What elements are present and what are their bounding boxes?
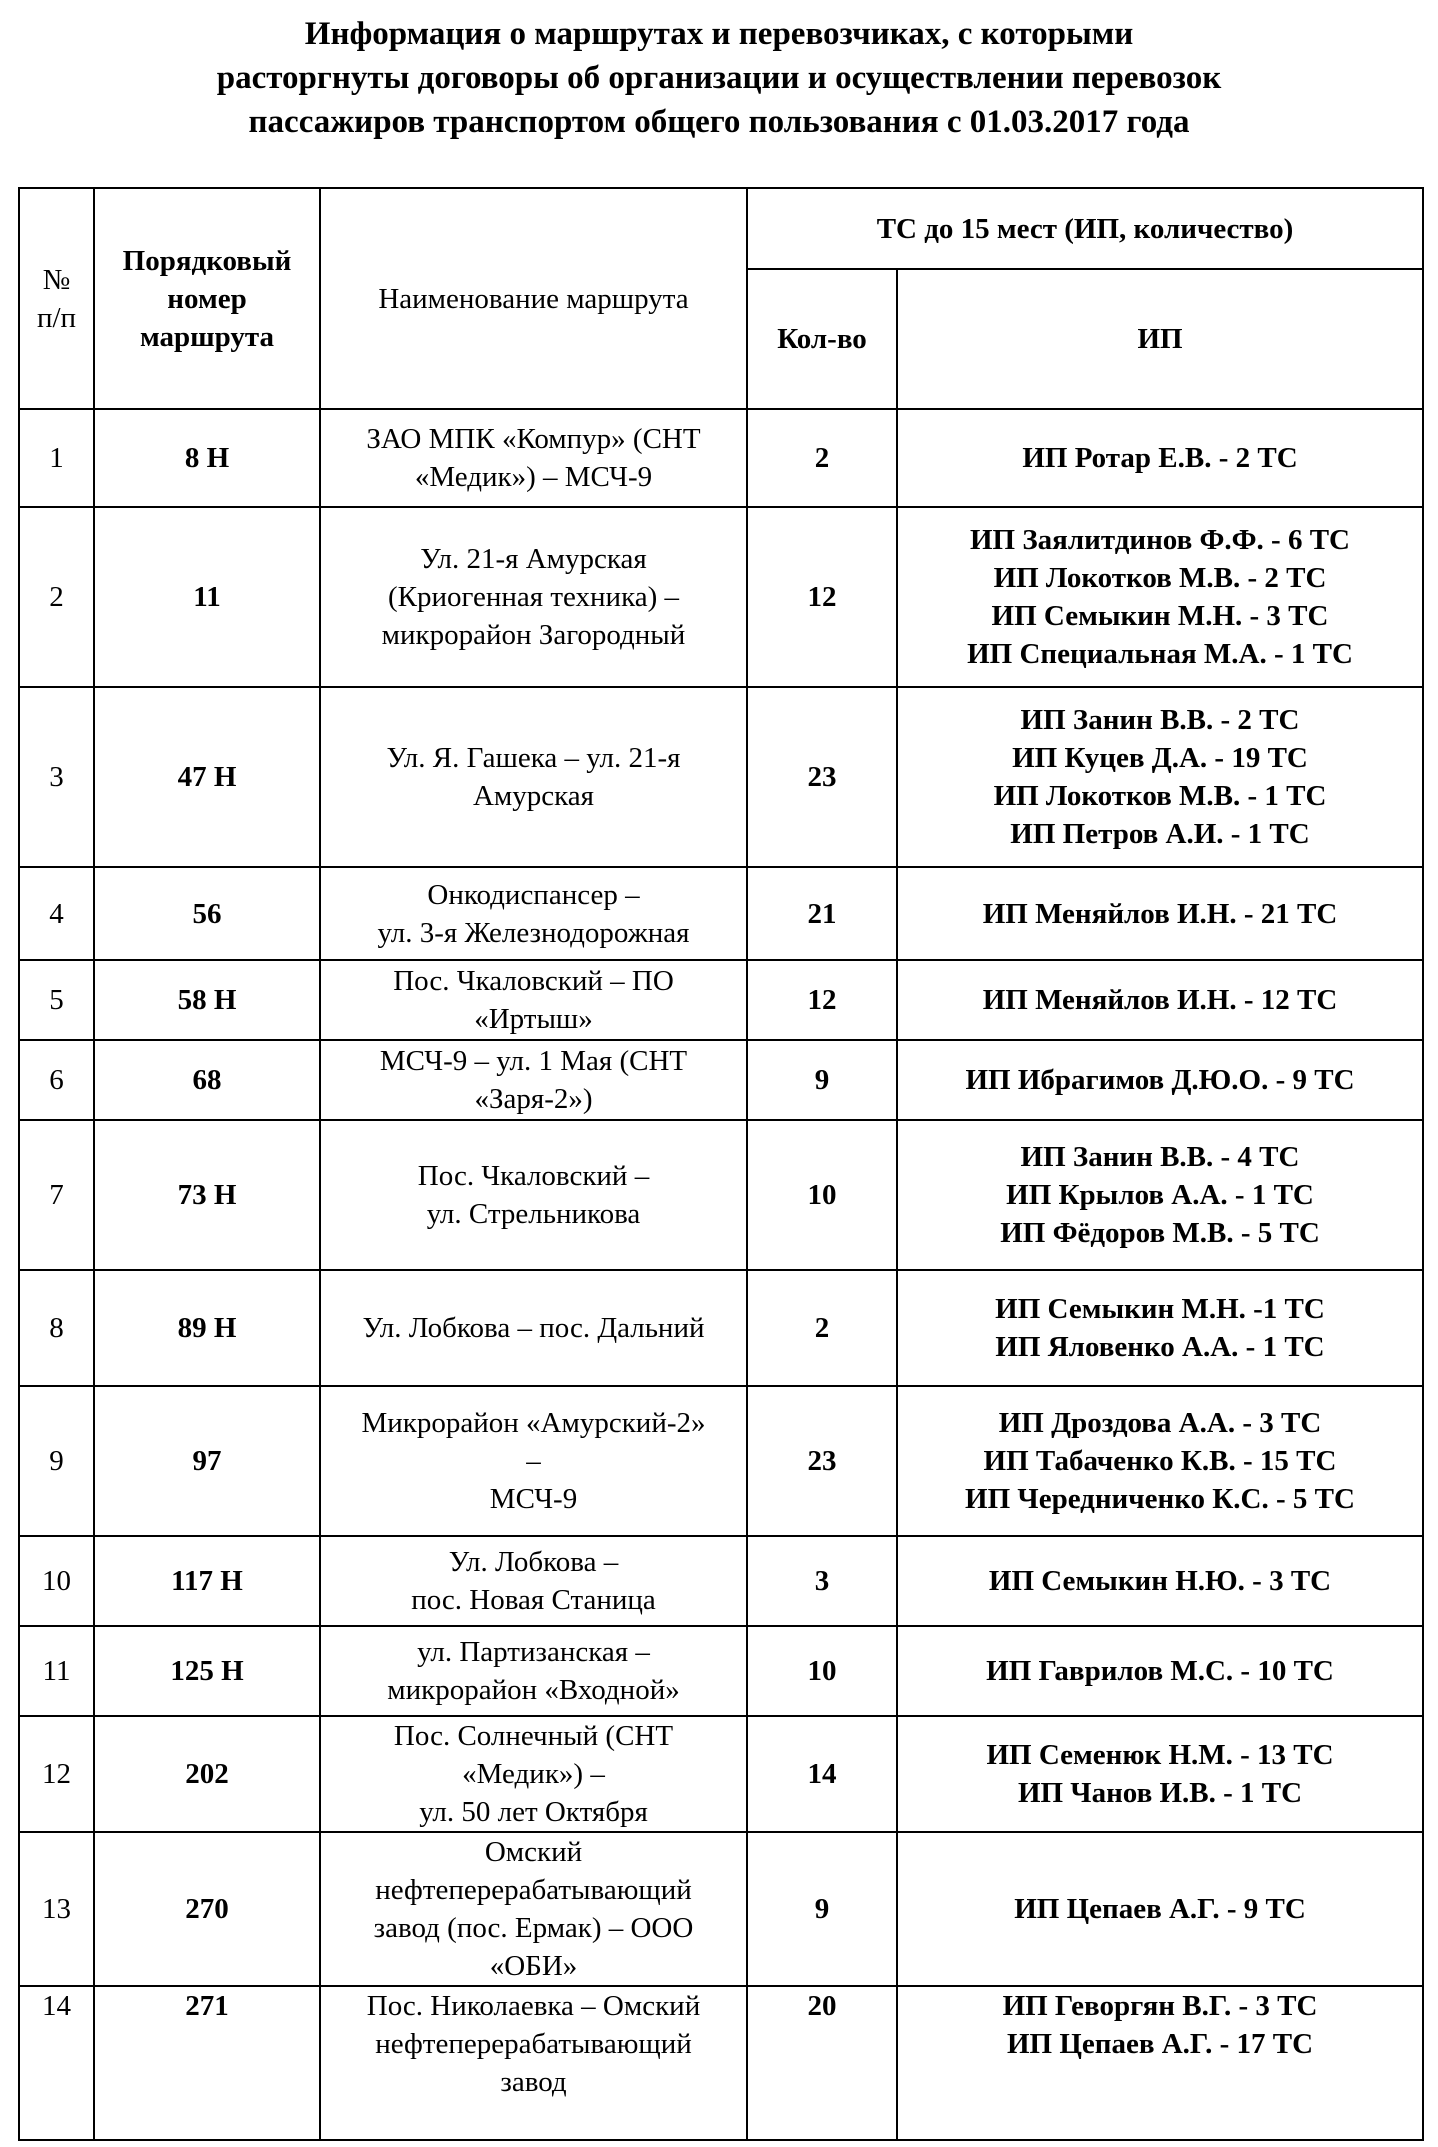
cell-num: 6 [19,1040,94,1120]
ip-line: ИП Геворгян В.Г. - 3 ТС [1002,1990,1318,2022]
route-name-line: микрорайон Загородный [381,619,686,651]
ip-line: ИП Крылов А.А. - 1 ТС [1006,1179,1314,1211]
cell-count: 12 [747,507,897,687]
cell-route-number: 202 [94,1716,320,1832]
route-name-line: «ОБИ» [489,1950,578,1982]
cell-num: 11 [19,1626,94,1716]
table-row [19,409,1423,507]
ip-line: ИП Семыкин М.Н. - 3 ТС [991,600,1329,632]
cell-count: 2 [747,1270,897,1386]
cell-route-number: 89 Н [94,1270,320,1386]
table-row [19,1716,1423,1832]
table-row [19,1626,1423,1716]
ip-line: ИП Занин В.В. - 4 ТС [1020,1141,1300,1173]
cell-num: 8 [19,1270,94,1386]
ip-line: ИП Ротар Е.В. - 2 ТС [1022,442,1298,474]
ip-line: ИП Локотков М.В. - 2 ТС [993,562,1327,594]
cell-count: 9 [747,1040,897,1120]
table-row [19,1270,1423,1386]
ip-line: ИП Чанов И.В. - 1 ТС [1017,1777,1303,1809]
cell-num: 3 [19,687,94,867]
cell-count: 2 [747,409,897,507]
cell-route-name [320,1386,747,1536]
cell-route-name [320,1716,747,1832]
cell-route-number: 270 [94,1832,320,1986]
cell-num: 13 [19,1832,94,1986]
table-header [19,188,1423,409]
ip-line: ИП Локотков М.В. - 1 ТС [993,780,1327,812]
header-route-number-line: Порядковый [122,244,292,277]
cell-ip [897,1386,1423,1536]
ip-line: ИП Специальная М.А. - 1 ТС [967,638,1353,670]
header-num-line: п/п [36,301,77,334]
cell-route-number: 97 [94,1386,320,1536]
route-name-line: завод (пос. Ермак) – ООО [373,1912,694,1944]
cell-route-number: 68 [94,1040,320,1120]
route-name-line: «Заря-2») [474,1083,593,1115]
cell-route-name [320,1986,747,2140]
ip-line: ИП Цепаев А.Г. - 17 ТС [1006,2028,1314,2060]
table-body [19,409,1423,2140]
cell-route-name [320,960,747,1040]
ip-line: ИП Семенюк Н.М. - 13 ТС [986,1739,1334,1771]
ip-line: ИП Дроздова А.А. - 3 ТС [998,1407,1322,1439]
route-name-line: ул. Партизанская – [417,1636,650,1668]
cell-count: 3 [747,1536,897,1626]
cell-route-name [320,1270,747,1386]
cell-count: 23 [747,1386,897,1536]
header-num-line: № [42,263,71,296]
cell-count: 12 [747,960,897,1040]
route-name-line: Онкодиспансер – [427,878,640,911]
route-name-line: Омский [484,1836,583,1868]
cell-route-number: 47 Н [94,687,320,867]
ip-line: ИП Ибрагимов Д.Ю.О. - 9 ТС [965,1064,1355,1096]
cell-route-number: 73 Н [94,1120,320,1270]
route-name-line: завод [500,2066,567,2098]
cell-route-name [320,1626,747,1716]
cell-ip [897,1832,1423,1986]
cell-ip [897,960,1423,1040]
cell-route-number: 8 Н [94,409,320,507]
title-line: расторгнуты договоры об организации и осуществлении перевозок [216,60,1222,96]
ip-line: ИП Цепаев А.Г. - 9 ТС [1014,1893,1306,1925]
ip-line: ИП Гаврилов М.С. - 10 ТС [986,1655,1334,1687]
cell-route-name [320,867,747,960]
table-row [19,1120,1423,1270]
route-name-line: Пос. Чкаловский – [417,1160,650,1192]
cell-route-name [320,409,747,507]
cell-count: 10 [747,1120,897,1270]
table-row [19,1040,1423,1120]
route-name-line: Микрорайон «Амурский-2» [361,1407,706,1439]
route-name-line: нефтеперерабатывающий [375,1874,692,1906]
cell-route-number: 56 [94,867,320,960]
route-name-line: МСЧ-9 [489,1483,578,1515]
route-name-line: (Криогенная техника) – [387,581,680,613]
route-name-line: нефтеперерабатывающий [375,2028,692,2060]
cell-ip [897,409,1423,507]
route-name-line: пос. Новая Станица [411,1584,656,1616]
ip-line: ИП Меняйлов И.Н. - 12 ТС [982,984,1338,1016]
header-route-number [94,188,320,409]
cell-ip [897,1716,1423,1832]
cell-num: 14 [19,1986,94,2140]
route-name-line: Ул. Лобкова – пос. Дальний [362,1312,705,1344]
document-title [0,12,1438,144]
cell-count: 23 [747,687,897,867]
route-name-line: Пос. Чкаловский – ПО [393,965,674,997]
cell-num: 12 [19,1716,94,1832]
table-row [19,960,1423,1040]
cell-count: 10 [747,1626,897,1716]
header-ip: ИП [897,269,1423,409]
header-count: Кол-во [747,269,897,409]
cell-route-name [320,1832,747,1986]
route-name-line: МСЧ-9 – ул. 1 Мая (СНТ [379,1045,688,1077]
ip-line: ИП Занин В.В. - 2 ТС [1020,704,1300,736]
cell-ip [897,1626,1423,1716]
ip-line: ИП Фёдоров М.В. - 5 ТС [1000,1217,1320,1249]
cell-route-number: 271 [94,1986,320,2140]
cell-ip [897,1120,1423,1270]
cell-count: 14 [747,1716,897,1832]
route-name-line: Ул. Я. Гашека – ул. 21-я [386,742,681,774]
cell-ip [897,1270,1423,1386]
cell-num: 7 [19,1120,94,1270]
ip-line: ИП Семыкин Н.Ю. - 3 ТС [988,1565,1332,1597]
cell-route-number: 125 Н [94,1626,320,1716]
table-row [19,1832,1423,1986]
table-row [19,867,1423,960]
cell-route-name [320,507,747,687]
cell-route-name [320,1040,747,1120]
cell-ip [897,687,1423,867]
cell-ip [897,507,1423,687]
table-row [19,1386,1423,1536]
cell-num: 5 [19,960,94,1040]
cell-route-number: 117 Н [94,1536,320,1626]
header-route-number-line: номер [167,282,247,315]
title-line: пассажиров транспортом общего пользования с 01.03.2017 года [248,104,1190,140]
cell-ip [897,1536,1423,1626]
cell-num: 10 [19,1536,94,1626]
cell-num: 4 [19,867,94,960]
cell-count: 9 [747,1832,897,1986]
route-name-line: Ул. 21-я Амурская [420,543,647,575]
route-name-line: Пос. Николаевка – Омский [366,1990,701,2022]
route-name-line: микрорайон «Входной» [387,1674,680,1706]
ip-line: ИП Петров А.И. - 1 ТС [1010,818,1310,850]
cell-count: 20 [747,1986,897,2140]
cell-route-name [320,1120,747,1270]
ip-line: ИП Меняйлов И.Н. - 21 ТС [982,897,1338,930]
route-name-line: ул. Стрельникова [426,1198,641,1230]
route-name-line: «Иртыш» [474,1003,593,1035]
table-row [19,507,1423,687]
cell-num: 2 [19,507,94,687]
table-row [19,687,1423,867]
route-name-line: – [526,1445,541,1477]
ip-line: ИП Заялитдинов Ф.Ф. - 6 ТС [970,524,1350,556]
route-name-line: ЗАО МПК «Компур» (СНТ [366,423,701,455]
cell-num: 1 [19,409,94,507]
cell-count: 21 [747,867,897,960]
header-num [19,188,94,409]
route-name-line: «Медик») – [462,1758,605,1790]
header-group-vehicles: ТС до 15 мест (ИП, количество) [747,188,1423,269]
table-row [19,1536,1423,1626]
route-name-line: «Медик») – МСЧ-9 [414,461,653,493]
route-name-line: Пос. Солнечный (СНТ [393,1720,674,1752]
ip-line: ИП Табаченко К.В. - 15 ТС [983,1445,1337,1477]
cell-route-name [320,687,747,867]
route-name-line: Амурская [472,780,595,812]
cell-ip [897,867,1423,960]
cell-route-number: 58 Н [94,960,320,1040]
cell-ip [897,1986,1423,2140]
header-route-name: Наименование маршрута [320,188,747,409]
title-line: Информация о маршрутах и перевозчиках, с которыми [304,16,1134,52]
ip-line: ИП Семыкин М.Н. -1 ТС [995,1293,1325,1325]
route-name-line: ул. 50 лет Октября [419,1796,648,1828]
header-route-number-line: маршрута [139,320,274,353]
ip-line: ИП Куцев Д.А. - 19 ТС [1012,742,1308,774]
table-row [19,1986,1423,2140]
cell-route-name [320,1536,747,1626]
route-name-line: ул. 3-я Железнодорожная [377,916,690,949]
route-name-line: Ул. Лобкова – [448,1546,619,1578]
cell-ip [897,1040,1423,1120]
routes-table [18,187,1424,2141]
cell-route-number: 11 [94,507,320,687]
ip-line: ИП Чередниченко К.С. - 5 ТС [965,1483,1355,1515]
ip-line: ИП Яловенко А.А. - 1 ТС [995,1331,1325,1363]
cell-num: 9 [19,1386,94,1536]
